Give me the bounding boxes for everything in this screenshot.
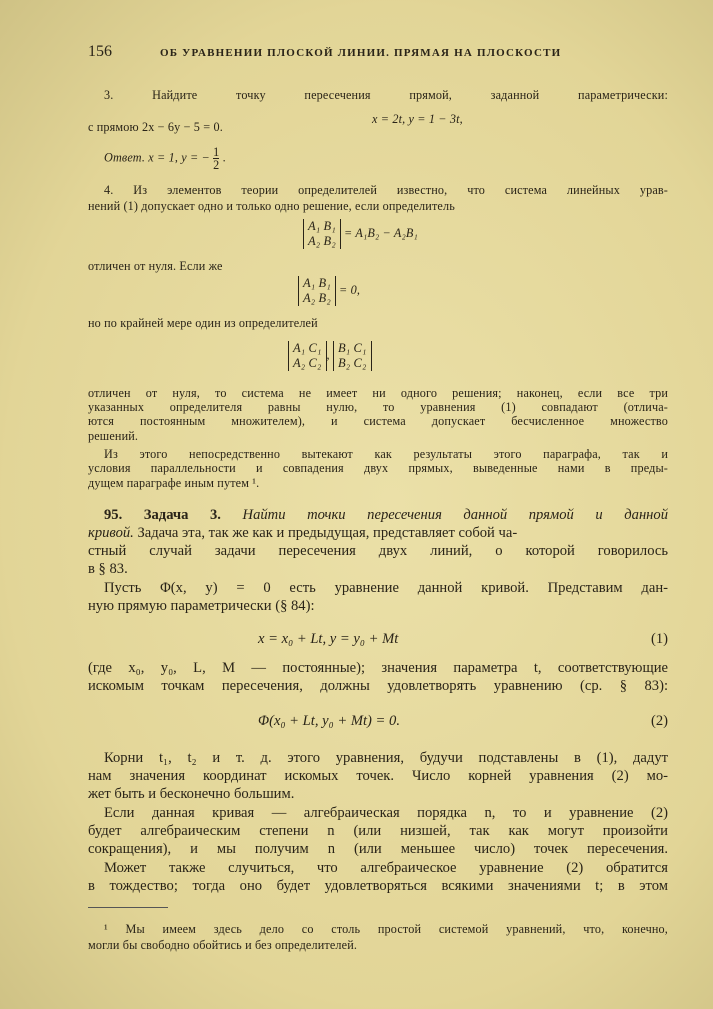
section-title-end: кривой.: [88, 525, 134, 541]
paragraph-line: Корни t₁, t₂ и т. д. этого уравнения, будучи подставлены в (1), дадут: [104, 750, 668, 766]
paragraph-line: Если данная кривая — алгебраическая порядка n, то и уравнение (2): [104, 805, 668, 821]
paragraph-line: нам значения координат искомых точек. Число корней уравнения (2) мо-: [88, 768, 668, 784]
answer-label: Ответ.: [104, 150, 146, 165]
paragraph-line: сокращения), и мы получим n (или меньшее число) точек пересечения.: [88, 841, 668, 857]
paragraph-line: отличен от нуля, то система не имеет ни одного решения; наконец, если все три: [88, 386, 668, 400]
exercise-4-line: отличен от нуля. Если же: [88, 259, 223, 273]
section-95-line: в § 83.: [88, 561, 128, 577]
paragraph-line: искомым точкам пересечения, должны удовлетворять уравнению (ср. § 83):: [88, 678, 668, 694]
paragraph-line: Из этого непосредственно вытекают как результаты этого параграфа, так и: [104, 447, 668, 461]
det-row: A₁ B₁: [303, 276, 331, 290]
paragraph-line: (где x₀, y₀, L, M — постоянные); значения параметра t, соответствующие: [88, 660, 668, 676]
determinant-1: [303, 219, 418, 249]
section-title: Найти точки пересечения данной прямой и данной: [242, 507, 668, 523]
text: Задача эта, так же как и предыдущая, представляет собой ча-: [133, 525, 518, 541]
equation-1: x = x₀ + Lt, y = y₀ + Mt: [258, 631, 399, 647]
exercise-4-line: 4. Из элементов теории определителей известно, что система линейных урав-: [104, 183, 668, 197]
paragraph-line: Пусть Φ(x, y) = 0 есть уравнение данной кривой. Представим дан-: [104, 580, 668, 596]
section-95-line: стный случай задачи пересечения двух линий, о которой говорилось: [88, 543, 668, 559]
det-row: A₂ B₂: [303, 291, 331, 305]
section-95-line: [88, 525, 668, 542]
running-title: ОБ УРАВНЕНИИ ПЛОСКОЙ ЛИНИИ. ПРЯМАЯ НА ПЛОСКОСТИ: [160, 47, 562, 59]
fraction-numerator: 1: [213, 145, 220, 159]
exercise-3-text: 3. Найдите точку пересечения прямой, заданной параметрически:: [104, 88, 668, 102]
det-separator: ,: [326, 347, 330, 362]
det-rhs: = 0,: [339, 282, 361, 297]
exercise-4-line: нений (1) допускает одно и только одно решение, если определитель: [88, 199, 455, 213]
det-rhs: = A₁B₂ − A₂B₁: [344, 225, 418, 240]
paragraph-line: ются постоянным множителем), и система допускает бесчисленное множество: [88, 414, 668, 428]
paragraph-line: будет алгебраическим степени n (или низшей, так как могут произойти: [88, 823, 668, 839]
paragraph-line: в тождество; тогда оно будет удовлетворяться всякими значениями t; в этом: [88, 878, 668, 894]
equation-2-number: (2): [650, 713, 668, 729]
det-row: B₂ C₂: [337, 356, 367, 370]
det-row: B₁ C₁: [337, 341, 367, 355]
paragraph-line: указанных определителя равны нулю, то уравнения (1) совпадают (отлича-: [88, 400, 668, 414]
answer-value: x = 1, y = −: [148, 150, 210, 165]
determinants-3-4: [288, 341, 372, 371]
paragraph-line: жет быть и бесконечно большим.: [88, 786, 295, 802]
equation-2: Φ(x₀ + Lt, y₀ + Mt) = 0.: [258, 713, 400, 729]
fraction-denominator: 2: [213, 158, 220, 172]
footnote-line: ¹ Мы имеем здесь дело со столь простой системой уравнений, что, конечно,: [104, 922, 668, 936]
page-number: 156: [88, 43, 112, 60]
det-row: A₂ B₂: [308, 234, 336, 248]
paragraph-line: условия параллельности и совпадения двух прямых, выведенные нами в преды-: [88, 461, 668, 475]
paragraph-line: ную прямую параметрически (§ 84):: [88, 598, 315, 614]
footnote-rule: [88, 907, 168, 908]
det-row: A₂ C₂: [293, 356, 322, 370]
equation-1-number: (1): [650, 631, 668, 647]
fraction: [213, 146, 219, 171]
determinant-2: [298, 276, 360, 306]
det-row: A₁ B₁: [308, 219, 336, 233]
exercise-3-answer: Ответ. x = 1, y = − $\frac{1}{2}$ .: [104, 145, 226, 172]
section-number: 95. Задача 3.: [104, 507, 221, 523]
exercise-3-line: с прямою 2x − 6y − 5 = 0.: [88, 120, 223, 134]
section-95-heading: [88, 507, 668, 525]
exercise-3-formula: x = 2t, y = 1 − 3t,: [372, 112, 463, 126]
paragraph-line: Может также случиться, что алгебраическое уравнение (2) обратится: [104, 860, 668, 876]
det-row: A₁ C₁: [293, 341, 322, 355]
running-header: [88, 43, 668, 61]
paragraph-line: решений.: [88, 429, 139, 443]
paragraph-line: дущем параграфе иным путем ¹.: [88, 476, 260, 490]
footnote-line: могли бы свободно обойтись и без определителей.: [88, 938, 358, 952]
exercise-4-line: но по крайней мере один из определителей: [88, 316, 318, 330]
